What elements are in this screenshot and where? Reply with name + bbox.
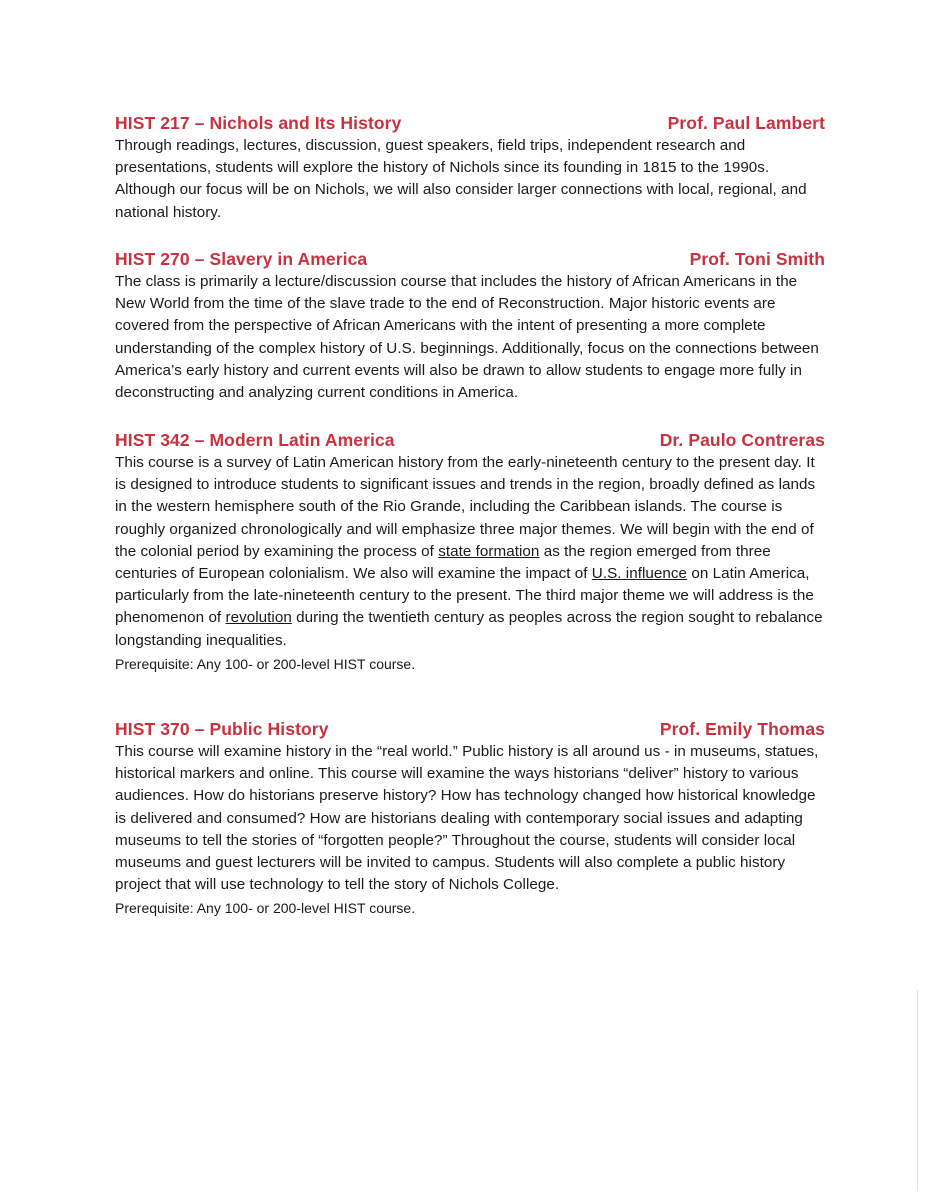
course-title: HIST 217 – Nichols and Its History: [115, 113, 402, 133]
course-header: [115, 111, 825, 135]
course-hist-342: [115, 428, 825, 674]
course-title: HIST 370 – Public History: [115, 719, 329, 739]
course-description: [115, 452, 825, 652]
course-instructor: Prof. Toni Smith: [689, 249, 825, 269]
course-instructor: Prof. Emily Thomas: [659, 719, 825, 739]
description-text: as the region emerged from three centuries of European colonialism. We also will examine the impact of: [115, 542, 771, 583]
course-header: [115, 428, 825, 452]
course-instructor: Dr. Paulo Contreras: [659, 430, 825, 450]
course-hist-217: [115, 111, 825, 224]
course-header: [115, 717, 825, 741]
course-description: This course will examine history in the “real world.” Public history is all around us - in museums, statues, historical markers and online. This course will examine the ways historians “deliver” history to various audiences. How do historians preserve history? How has technology changed how historical knowledge is delivered and consumed? How are historians dealing with contemporary social issues and adapting museums to tell the stories of “forgotten people?” Throughout the course, students will consider local museums and guest lecturers will be invited to campus. Students will also complete a public history project that will use technology to tell the story of Nichols College.: [115, 743, 819, 894]
description-text: This course is a survey of Latin American history from the early-nineteenth century to the present day. It is designed to introduce students to significant issues and trends in the region, broadly defined as lands in the western hemisphere south of the Rio Grande, including the Caribbean islands. The course is roughly organized chronologically and will emphasize three major themes. We will begin with the end of the colonial period by examining the process of: [115, 454, 816, 560]
scan-edge-divider: [917, 990, 918, 1190]
course-hist-270: [115, 247, 825, 404]
course-instructor: Prof. Paul Lambert: [667, 113, 825, 133]
course-prerequisite: Prerequisite: Any 100- or 200-level HIST course.: [115, 655, 416, 672]
description-text: during the twentieth century as peoples across the region sought to rebalance longstanding inequalities.: [115, 609, 823, 649]
underlined-term-us-influence: U.S. influence: [591, 565, 688, 583]
course-prerequisite: Prerequisite: Any 100- or 200-level HIST course.: [115, 900, 416, 917]
course-header: [115, 247, 825, 271]
underlined-term-state-formation: state formation: [438, 542, 540, 560]
course-description: The class is primarily a lecture/discussion course that includes the history of African Americans in the New World from the time of the slave trade to the end of Reconstruction. Major historic events are covered from the perspective of African Americans with the intent of presenting a more complete understanding of the complex history of U.S. beginnings. Additionally, focus on the connections between America’s early history and current events will also be drawn to allow students to engage more fully in deconstructing and analyzing current conditions in America.: [115, 273, 819, 402]
description-text: on Latin America, particularly from the late-nineteenth century to the present. The third major theme we will address is the phenomenon of: [115, 565, 814, 627]
course-title: HIST 270 – Slavery in America: [115, 249, 368, 269]
course-description: Through readings, lectures, discussion, guest speakers, field trips, independent research and presentations, students will explore the history of Nichols since its founding in 1815 to the 1990s. Although our focus will be on Nichols, we will also consider larger connections with local, regional, and national history.: [115, 137, 807, 221]
course-title: HIST 342 – Modern Latin America: [115, 430, 395, 450]
course-hist-370: [115, 717, 825, 918]
underlined-term-revolution: revolution: [225, 609, 292, 627]
